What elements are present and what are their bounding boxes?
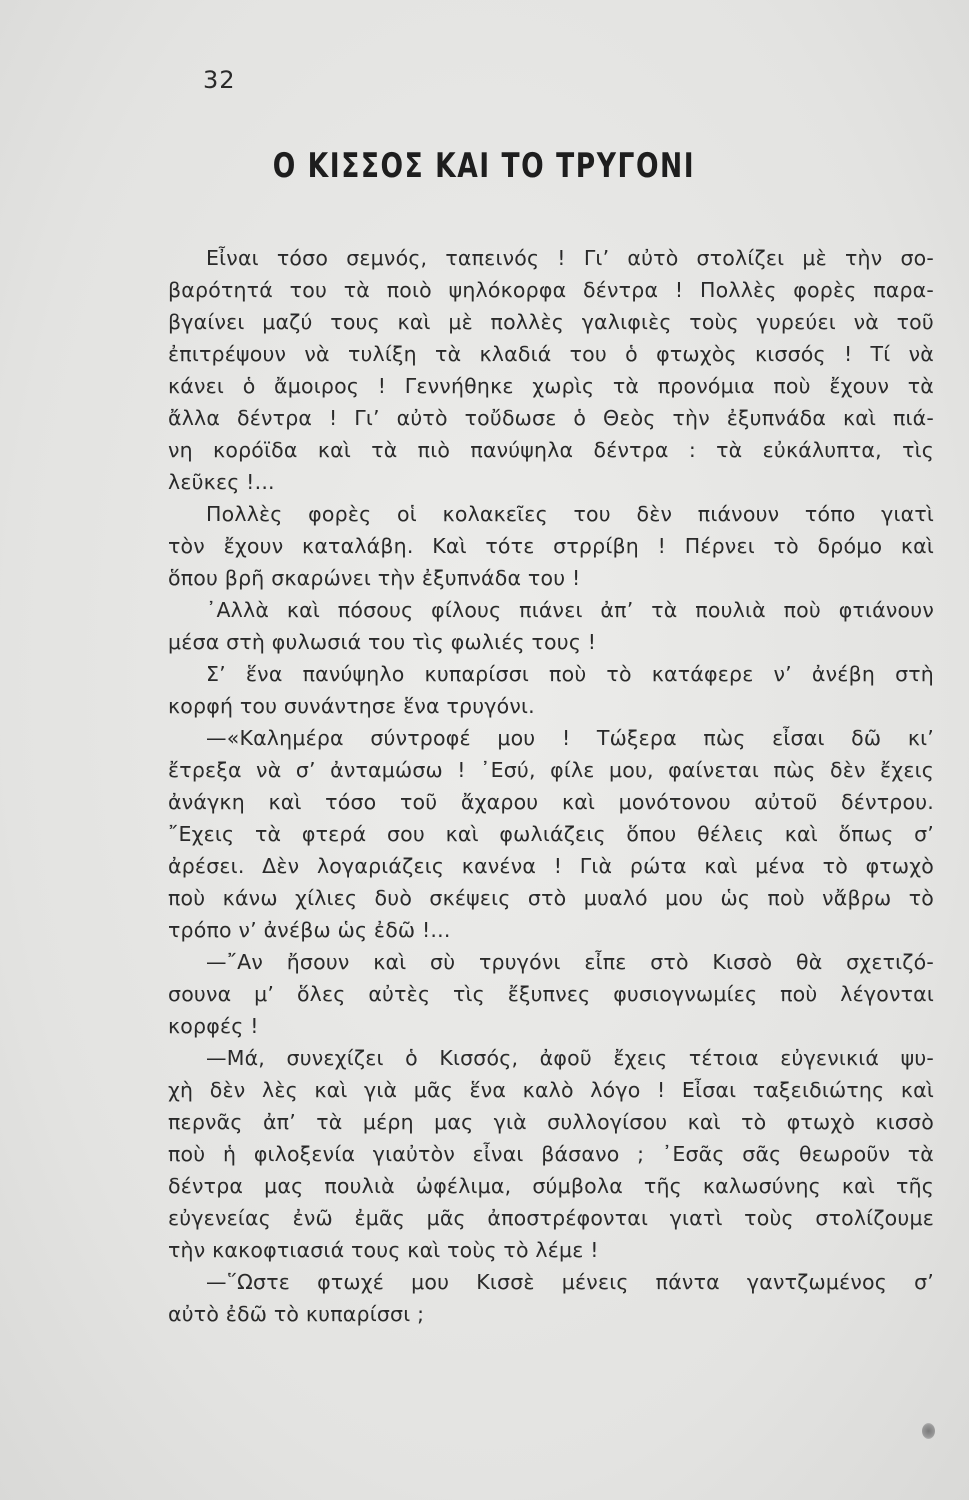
text-line: —Μά, συνεχίζει ὁ Κισσός, ἀφοῦ ἔχεις τέτοια εὐγενικιά ψυ-: [206, 1046, 934, 1070]
text-line: εὐγενείας ἐνῶ ἐμᾶς μᾶς ἀποστρέφονται γιατὶ τοὺς στολίζουμε: [168, 1206, 934, 1230]
text-line: ἄλλα δέντρα ! Γι’ αὐτὸ τοὔδωσε ὁ Θεὸς τὴν ἐξυπνάδα καὶ πιά-: [168, 406, 934, 430]
text-line: τρόπο ν’ ἀνέβω ὡς ἐδῶ !...: [168, 918, 451, 942]
text-line: ᾿Αλλὰ καὶ πόσους φίλους πιάνει ἀπ’ τὰ πουλιὰ ποὺ φτιάνουν: [206, 598, 934, 622]
text-line: ὅπου βρῆ σκαρώνει τὴν ἐξυπνάδα του !: [168, 566, 581, 590]
text-line: —῎Αν ἤσουν καὶ σὺ τρυγόνι εἶπε στὸ Κισσὸ θὰ σχετιζό-: [206, 950, 934, 974]
text-line: κορφή του συνάντησε ἕνα τρυγόνι.: [168, 694, 535, 718]
text-line: ἀνάγκη καὶ τόσο τοῦ ἄχαρου καὶ μονότονου αὐτοῦ δέντρου.: [168, 790, 934, 814]
text-line: αὐτὸ ἐδῶ τὸ κυπαρίσσι ;: [168, 1302, 425, 1326]
text-line: ῎Εχεις τὰ φτερά σου καὶ φωλιάζεις ὅπου θέλεις καὶ ὅπως σ’: [168, 822, 934, 846]
chapter-title: Ο ΚΙΣΣΟΣ ΚΑΙ ΤΟ ΤΡΥΓΟΝΙ: [272, 146, 696, 186]
text-line: χὴ δὲν λὲς καὶ γιὰ μᾶς ἕνα καλὸ λόγο ! Εἶσαι ταξειδιώτης καὶ: [168, 1078, 934, 1102]
text-line: —῞Ωστε φτωχέ μου Κισσὲ μένεις πάντα γαντζωμένος σ’: [206, 1270, 934, 1294]
text-line: κορφές !: [168, 1014, 259, 1038]
ink-spot-icon: [922, 1423, 935, 1439]
text-line: σουνα μ’ ὅλες αὐτὲς τὶς ἔξυπνες φυσιογνωμίες ποὺ λέγονται: [168, 982, 934, 1006]
text-line: Εἶναι τόσο σεμνός, ταπεινός ! Γι’ αὐτὸ στολίζει μὲ τὴν σο-: [206, 246, 934, 270]
text-line: τὸν ἔχουν καταλάβη. Καὶ τότε στρρίβη ! Πέρνει τὸ δρόμο καὶ: [168, 534, 934, 558]
text-line: Σ’ ἕνα πανύψηλο κυπαρίσσι ποὺ τὸ κατάφερε ν’ ἀνέβη στὴ: [206, 662, 934, 686]
text-line: μέσα στὴ φυλωσιά του τὶς φωλιές τους !: [168, 630, 597, 654]
text-line: τὴν κακοφτιασιά τους καὶ τοὺς τὸ λέμε !: [168, 1238, 599, 1262]
text-line: δέντρα μας πουλιὰ ὠφέλιμα, σύμβολα τῆς καλωσύνης καὶ τῆς: [168, 1174, 934, 1198]
text-line: νη κορόϊδα καὶ τὰ πιὸ πανύψηλα δέντρα : τὰ εὐκάλυπτα, τὶς: [168, 438, 934, 462]
text-line: βαρότητά του τὰ ποιὸ ψηλόκορφα δέντρα ! Πολλὲς φορὲς παρα-: [168, 278, 934, 302]
text-line: ἔτρεξα νὰ σ’ ἀνταμώσω ! ᾿Εσύ, φίλε μου, φαίνεται πὼς δὲν ἔχεις: [168, 758, 934, 782]
text-line: περνᾶς ἀπ’ τὰ μέρη μας γιὰ συλλογίσου καὶ τὸ φτωχὸ κισσὸ: [168, 1110, 934, 1134]
text-line: —«Καλημέρα σύντροφέ μου ! Τώξερα πὼς εἶσαι δῶ κι’: [206, 726, 934, 750]
text-line: ἐπιτρέψουν νὰ τυλίξη τὰ κλαδιά του ὁ φτωχὸς κισσός ! Τί νὰ: [168, 342, 934, 366]
text-line: ποὺ κάνω χίλιες δυὸ σκέψεις στὸ μυαλό μου ὡς ποὺ νἄβρω τὸ: [168, 886, 934, 910]
text-line: ποὺ ἡ φιλοξενία γιαὐτὸν εἶναι βάσανο ; ᾿Εσᾶς σᾶς θεωροῦν τὰ: [168, 1142, 934, 1166]
text-line: Πολλὲς φορὲς οἱ κολακεῖες του δὲν πιάνουν τόπο γιατὶ: [206, 502, 934, 526]
text-line: κάνει ὁ ἄμοιρος ! Γεννήθηκε χωρὶς τὰ προνόμια ποὺ ἔχουν τὰ: [168, 374, 934, 398]
body-text: [168, 242, 934, 1330]
text-line: λεῦκες !...: [168, 470, 275, 494]
text-line: ἀρέσει. Δὲν λογαριάζεις κανένα ! Γιὰ ρώτα καὶ μένα τὸ φτωχὸ: [168, 854, 934, 878]
page-number: 32: [203, 66, 236, 94]
text-line: βγαίνει μαζύ τους καὶ μὲ πολλὲς γαλιφιὲς τοὺς γυρεύει νὰ τοῦ: [168, 310, 934, 334]
